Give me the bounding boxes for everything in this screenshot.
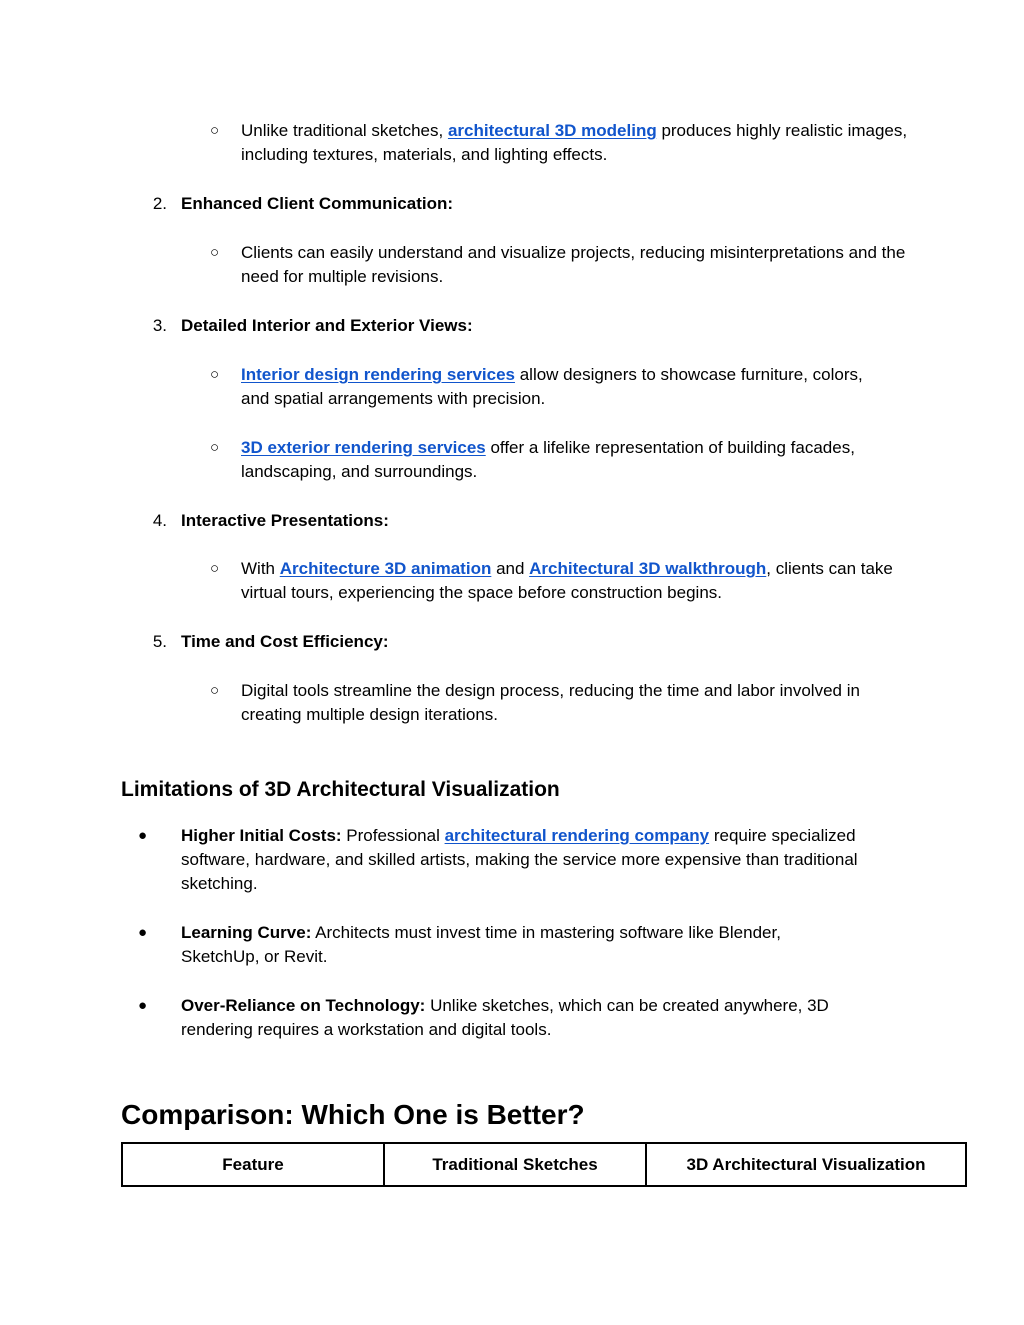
link-architectural-3d-modeling[interactable]: architectural 3D modeling (447, 121, 657, 140)
bullet-marker: ● (138, 827, 148, 844)
benefit-2-detail: Clients can easily understand and visualize projects, reducing misinterpretations and the need for multiple revisions. (241, 243, 906, 286)
benefit-4-detail: With Architecture 3D animation and Architectural 3D walkthrough, clients can take virtual tours, experiencing the space before construction begins. (241, 559, 893, 602)
sub-bullet-marker: ○ (210, 682, 220, 699)
link-architectural-rendering-company[interactable]: architectural rendering company (444, 826, 710, 845)
link-3d-exterior-rendering[interactable]: 3D exterior rendering services (241, 438, 486, 457)
comparison-table (121, 1142, 967, 1187)
benefit-3-detail-exterior: 3D exterior rendering services offer a lifelike representation of building facades, landscaping, and surroundings. (241, 438, 855, 481)
link-architecture-3d-animation[interactable]: Architecture 3D animation (279, 559, 492, 578)
sub-bullet-marker: ○ (210, 122, 220, 139)
benefit-3-detail-interior: Interior design rendering services allow designers to showcase furniture, colors, and spatial arrangements with precision. (241, 365, 863, 408)
list-number: 5. (152, 632, 167, 651)
benefit-1-detail: Unlike traditional sketches, architectural 3D modeling produces highly realistic images, including textures, materials, and lighting effects. (241, 121, 908, 164)
limitation-item: Over-Reliance on Technology: Unlike sketches, which can be created anywhere, 3D rendering requires a workstation and digital tools. (181, 996, 829, 1039)
sub-bullet-marker: ○ (210, 560, 220, 577)
limitation-item: Learning Curve: Architects must invest time in mastering software like Blender, SketchUp, or Revit. (181, 923, 781, 966)
list-number: 3. (152, 316, 167, 335)
bullet-marker: ● (138, 997, 148, 1014)
list-number: 2. (152, 194, 167, 213)
link-architectural-3d-walkthrough[interactable]: Architectural 3D walkthrough (529, 559, 767, 578)
benefit-5-title: Time and Cost Efficiency: (181, 632, 389, 651)
limitations-heading: Limitations of 3D Architectural Visualization (121, 778, 560, 801)
column-header-traditional-sketches: Traditional Sketches (384, 1143, 646, 1186)
limitation-item: Higher Initial Costs: Professional architectural rendering company require specialized software, hardware, and skilled artists, making the service more expensive than traditional sketching. (181, 826, 858, 893)
benefit-4-title: Interactive Presentations: (181, 511, 389, 530)
sub-bullet-marker: ○ (210, 244, 220, 261)
sub-bullet-marker: ○ (210, 439, 220, 456)
benefit-2-title: Enhanced Client Communication: (181, 194, 454, 213)
benefit-3-title: Detailed Interior and Exterior Views: (181, 316, 473, 335)
benefit-5-detail: Digital tools streamline the design process, reducing the time and labor involved in creating multiple design iterations. (241, 681, 860, 724)
comparison-heading: Comparison: Which One is Better? (121, 1099, 585, 1130)
column-header-3d-visualization: 3D Architectural Visualization (646, 1143, 966, 1186)
column-header-feature: Feature (122, 1143, 384, 1186)
list-number: 4. (152, 511, 167, 530)
sub-bullet-marker: ○ (210, 366, 220, 383)
table-header-row (122, 1143, 966, 1186)
bullet-marker: ● (138, 924, 148, 941)
link-interior-design-rendering[interactable]: Interior design rendering services (241, 365, 515, 384)
